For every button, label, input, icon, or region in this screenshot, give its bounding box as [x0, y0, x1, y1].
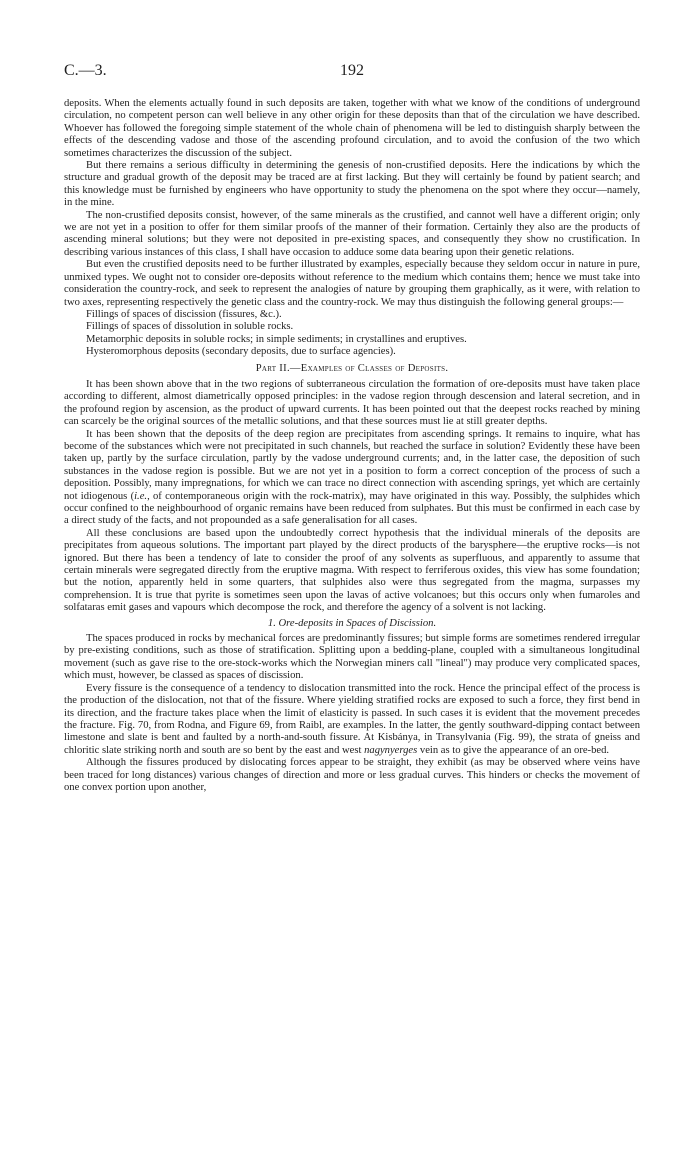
paragraph: The spaces produced in rocks by mechanical forces are predominantly fissures; but simple forms are sometimes rendered irregular by pre-existing conditions, such as those of stratification. Splitting upon a bedding-plane, coupled with a simultaneous longitudinal movement (such as gave rise to the ore-stock-works which the Norwegian miners call "lineal") may produce very complicated spaces, which must, however, be classed as spaces of discission.	[64, 633, 640, 682]
section-heading: Part II.—Examples of Classes of Deposits.	[255, 362, 449, 374]
italic-text: i.e.	[134, 490, 148, 502]
paragraph-text: It has been shown that the deposits of the deep region are precipitates from ascending springs. It remains to inquire, what has become of the substances which were not precipitated in such channels, but reached the surface in solution? Evidently these have been taken up, partly by the surface circulation, partly by the vadose underground currents; and, in the latter case, the deposition of such substances in the vadose region is possible. But we are not yet in a position to form a correct conception of the process of such a deposition. Possibly, many impregnations, for which we can trace no direct connection with ascending springs, yet which are certainly not idiogenous (	[64, 428, 640, 502]
paragraph: Although the fissures produced by dislocating forces appear to be straight, they exhibit (as may be observed where veins have been traced for long distances) various changes of direction and more or less gradual curves. This hinders or checks the movement of one convex portion upon another,	[64, 757, 640, 793]
paragraph	[64, 683, 640, 757]
paragraph-text: vein as to give the appearance of an ore-bed.	[417, 744, 610, 756]
document-reference: C.—3.	[64, 62, 107, 79]
paragraph: deposits. When the elements actually found in such deposits are taken, together with what we know of the conditions of underground circulation, no competent person can well believe in any other origin for these deposits than that of the circulation we have described. Whoever has followed the foregoing simple statement of the whole chain of phenomena will be led to distinguish sharply between the effects of the descending vadose and those of the ascending profound circulation, and to avoid the confusion of the two which sometimes characterizes the discussion of the subject.	[64, 98, 640, 159]
group-item: Fillings of spaces of discission (fissures, &c.).	[86, 308, 282, 320]
page-body	[64, 98, 640, 794]
paragraph: But there remains a serious difficulty in determining the genesis of non-crustified deposits. Here the indications by which the structure and gradual growth of the deposit may be traced are at first lacking. But they will certainly be found by patient search; and this knowledge must be furnished by engineers who have opportunity to study the phenomena on the spot where they occur—namely, in the mine.	[64, 160, 640, 209]
paragraph: The non-crustified deposits consist, however, of the same minerals as the crustified, and cannot well have a different origin; only we are not yet in a position to offer for them similar proofs of the manner of their formation. Certainly they also are the products of ascending mineral solutions; but they were not deposited in pre-existing spaces, and consequently they show no crustification. In describing various instances of this class, I shall have occasion to adduce some data bearing upon their genetic relations.	[64, 209, 640, 258]
paragraph: But even the crustified deposits need to be further illustrated by examples, especially because they seldom occur in nature in pure, unmixed types. We ought not to consider ore-deposits without reference to the medium which contains them; hence we must take into consideration the country-rock, and seek to represent the analogies of nature by grouping them graphically, as it were, with relation to two axes, representing respectively the genetic class and the country-rock. We may thus distinguish the following general groups:—	[64, 259, 640, 308]
paragraph: It has been shown above that in the two regions of subterraneous circulation the formation of ore-deposits must have taken place according to different, almost diametrically opposed principles: in the vadose region through descension and lateral secretion, and in the profound region by ascension, as the product of upward currents. It has been pointed out that the deepest rocks reached by mining can scarcely be the original sources of the metallic solutions, and that these sources must lie at still greater depths.	[64, 378, 640, 428]
paragraph	[64, 429, 640, 528]
page-number: 192	[340, 62, 364, 79]
paragraph-text: , of contemporaneous origin with the rock-matrix), may have originated in this way. Possibly, the sulphides which occur confined to the neighbourhood of organic remains have been reduced from sulphates. But this must be confirmed in each case by a direct study of the facts, and not propounded as a safe generalisation for all cases.	[64, 490, 640, 527]
italic-text: nagynyerges	[364, 744, 418, 756]
paragraph: All these conclusions are based upon the undoubtedly correct hypothesis that the individual minerals of the deposits are precipitates from aqueous solutions. The important part played by the direct products of the barysphere—the eruptive rocks—is not ignored. But there has been a tendency of late to consider the proof of any solvents as superfluous, and apparently to assume that certain minerals were segregated directly from the eruptive magma. With respect to ferriferous oxides, this view has some foundation; but the notion, apparently held in some quarters, that sulphides also were thus segregated from the magma, surpasses my comprehension. It is true that pyrite is sometimes seen upon the lavas of active volcanoes; but this occurs only when fumaroles and solfataras emit gases and vapours which decompose the rock, and therefore the agency of a solvent is not lacking.	[64, 527, 640, 614]
paragraph-text: Every fissure is the consequence of a tendency to dislocation transmitted into the rock. Hence the principal effect of the process is the production of the dislocation, not that of the fissure. Where yielding stratified rocks are exposed to such a force, they first bend in its direction, and the fracture takes place when the limit of elasticity is passed. In such cases it is evident that the movement precedes the fracture. Fig. 70, from Rodna, and Figure 69, from Raibl, are examples. In the latter, the gently southward-dipping contact between limestone and slate is bent and faulted by a north-and-south fissure. At Kisbánya, in Transylvania (Fig. 99), the strata of gneiss and chloritic slate striking north and south are so bent by the east and west	[64, 682, 640, 756]
group-item: Fillings of spaces of dissolution in soluble rocks.	[86, 321, 294, 333]
subsection-heading: 1. Ore-deposits in Spaces of Discission.	[267, 617, 437, 629]
page-header	[64, 62, 640, 82]
group-item: Metamorphic deposits in soluble rocks; in simple sediments; in crystallines and eruptives.	[86, 333, 467, 345]
group-item: Hysteromorphous deposits (secondary deposits, due to surface agencies).	[86, 346, 396, 358]
